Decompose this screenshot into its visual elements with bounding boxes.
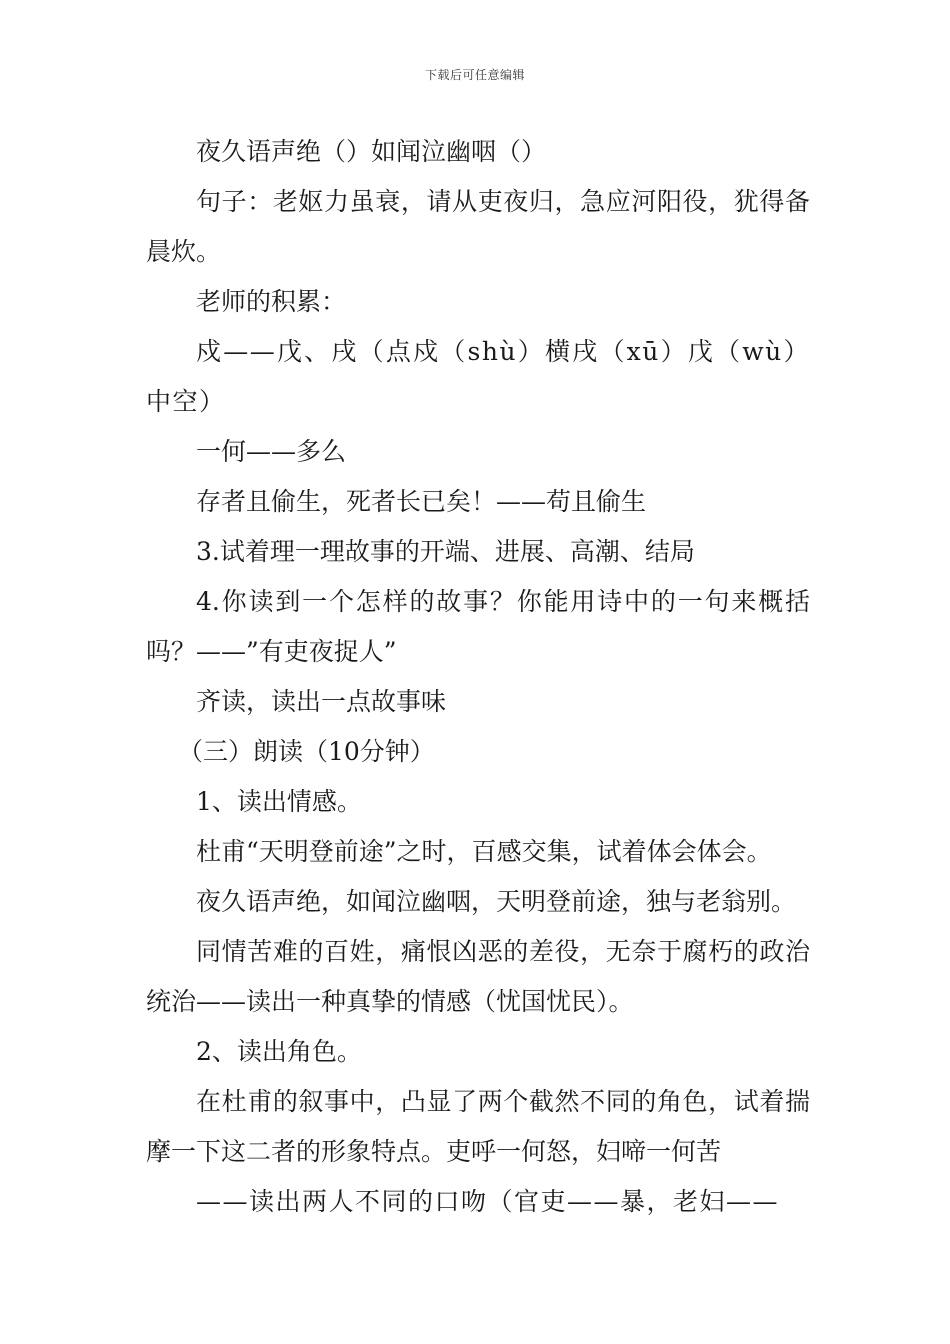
paragraph-1: 夜久语声绝（）如闻泣幽咽（） bbox=[196, 137, 547, 166]
page-header: 下载后可任意编辑 bbox=[424, 68, 525, 82]
paragraph-5: 一何——多么 bbox=[196, 437, 347, 466]
paragraph-6: 存者且偷生，死者长已矣！——苟且偷生 bbox=[196, 487, 647, 516]
paragraph-11: 1、读出情感。 bbox=[196, 787, 362, 816]
document-body bbox=[146, 127, 810, 1227]
paragraph-9: 齐读，读出一点故事味 bbox=[196, 687, 447, 716]
paragraph-17: ——读出两人不同的口吻（官吏——暴，老妇—— bbox=[196, 1187, 780, 1216]
paragraph-12: 杜甫“天明登前途”之时，百感交集，试着体会体会。 bbox=[196, 837, 772, 866]
paragraph-10: （三）朗读（10分钟） bbox=[178, 737, 435, 766]
paragraph-4: 戍——戊、戌（点戍（shù）横戌（xū）戊（wù）中空） bbox=[146, 337, 810, 416]
paragraph-7: 3.试着理一理故事的开端、进展、高潮、结局 bbox=[196, 537, 695, 566]
paragraph-15: 2、读出角色。 bbox=[196, 1037, 362, 1066]
paragraph-2: 句子：老妪力虽衰，请从吏夜归，急应河阳役，犹得备晨炊。 bbox=[146, 187, 810, 266]
paragraph-3: 老师的积累： bbox=[196, 287, 347, 316]
paragraph-14: 同情苦难的百姓，痛恨凶恶的差役，无奈于腐朽的政治统治——读出一种真挚的情感（忧国忧民）。 bbox=[146, 937, 810, 1016]
paragraph-16: 在杜甫的叙事中，凸显了两个截然不同的角色，试着揣摩一下这二者的形象特点。吏呼一何怒，妇啼一何苦 bbox=[146, 1087, 810, 1166]
paragraph-8: 4.你读到一个怎样的故事？你能用诗中的一句来概括吗？——”有吏夜捉人” bbox=[146, 587, 810, 666]
paragraph-13: 夜久语声绝，如闻泣幽咽，天明登前途，独与老翁别。 bbox=[196, 887, 797, 916]
